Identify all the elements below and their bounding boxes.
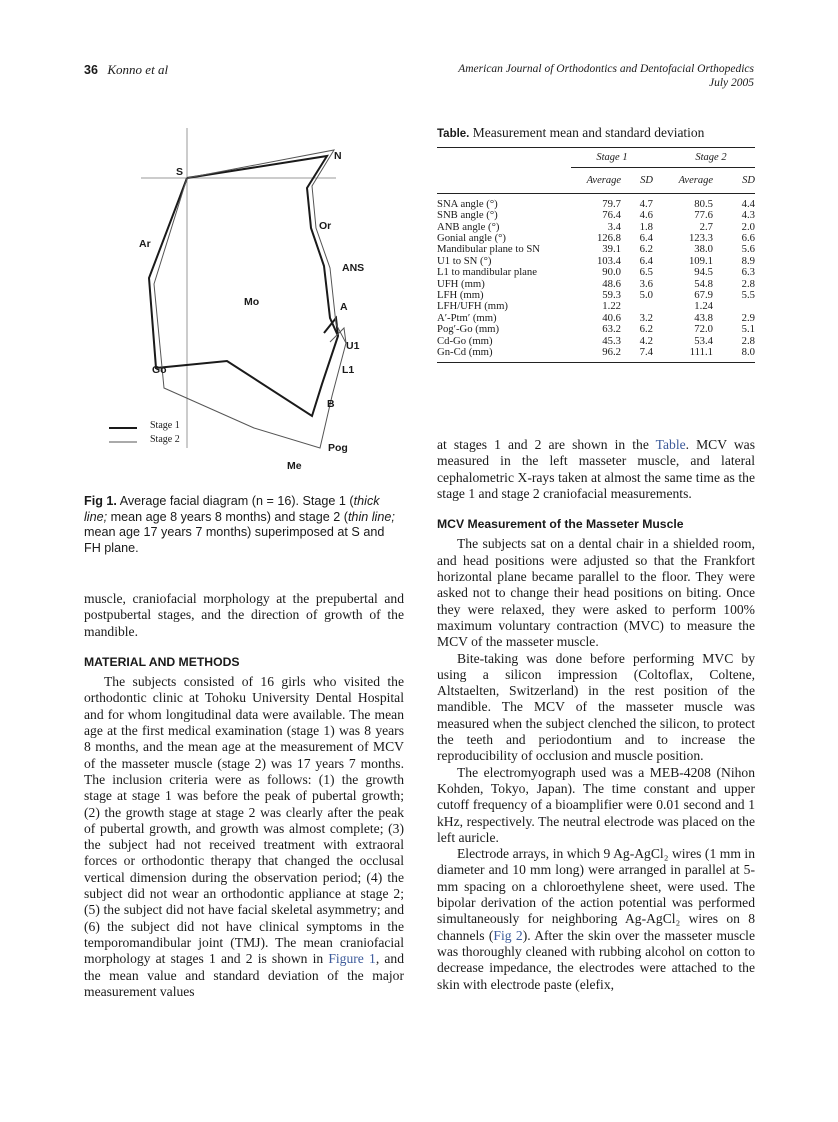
legend-stage2: Stage 2 xyxy=(150,434,180,445)
col-header: Average xyxy=(678,175,713,187)
cell-value: 3.6 xyxy=(639,277,653,290)
landmark-label-n: N xyxy=(334,150,342,162)
cell-value: 96.2 xyxy=(602,346,621,359)
cell-value: 1.22 xyxy=(602,300,621,313)
cell-value: 2.7 xyxy=(699,220,713,233)
left-text-column xyxy=(84,591,404,1000)
cell-value: 5.1 xyxy=(741,323,755,336)
cell-value: 2.8 xyxy=(741,277,755,290)
landmark-label-ar: Ar xyxy=(139,238,151,250)
row-label: UFH (mm) xyxy=(437,277,485,290)
cell-value: 4.4 xyxy=(741,197,755,210)
row-label: LFH/UFH (mm) xyxy=(437,300,508,313)
cell-value: 90.0 xyxy=(602,266,621,279)
row-label: ANB angle (°) xyxy=(437,220,500,233)
landmark-label-u1: U1 xyxy=(346,340,360,352)
journal-name: American Journal of Orthodontics and Dentofacial Orthopedics xyxy=(458,63,754,75)
cell-value: 8.9 xyxy=(741,254,755,267)
table-row xyxy=(437,267,755,278)
cell-value: 45.3 xyxy=(602,334,621,347)
group-header-stage2: Stage 2 xyxy=(653,148,755,168)
cell-value: 6.4 xyxy=(639,232,653,245)
landmark-label-mo: Mo xyxy=(244,296,260,308)
landmark-label-or: Or xyxy=(319,220,332,232)
row-label: A′-Ptm′ (mm) xyxy=(437,311,497,324)
landmark-label-s: S xyxy=(176,166,184,178)
cell-value: 4.7 xyxy=(639,197,653,210)
section-heading-mcv: MCV Measurement of the Masseter Muscle xyxy=(437,517,684,532)
stage1-outline xyxy=(149,156,338,416)
cell-value: 63.2 xyxy=(602,323,621,336)
figure-caption: Fig 1. Average facial diagram (n = 16). Stage 1 (thick line; mean age 8 years 8 months) and stage 2 (thin line; mean age 17 years 7 months) superimposed at S and FH plane. xyxy=(84,494,395,555)
cell-value: 109.1 xyxy=(688,254,713,267)
table-row xyxy=(437,347,755,362)
cell-value: 79.7 xyxy=(602,197,621,210)
running-header-left xyxy=(84,62,168,78)
cell-value: 80.5 xyxy=(694,197,713,210)
landmark-label-a: A xyxy=(340,301,348,313)
table-title: Table. Measurement mean and standard deviation xyxy=(437,125,705,140)
cell-value: 6.2 xyxy=(639,243,653,256)
fig2-link[interactable]: Fig 2 xyxy=(493,927,523,943)
row-label: Gonial angle (°) xyxy=(437,232,506,245)
cell-value: 4.6 xyxy=(639,209,653,222)
cell-value: 5.0 xyxy=(639,289,653,302)
paragraph: The subjects consisted of 16 girls who visited the orthodontic clinic at Tohoku University Dental Hospital and for whom longitudinal data were available. The mean age at the first medical examination (stage 1) was 8 years 8 months, and the mean age at the measurement of MCV of the masseter muscle (stage 2) was 17 years 7 months. The inclusion criteria were as follows: (1) the growth stage at stage 1 was before the peak of pubertal growth; (2) the growth stage at stage 2 was clearly after the peak of pubertal growth, and growth was almost complete; (3) the subject had not received treatment with extraoral forces or orthodontic therapy that changed the occlusal vertical dimension during the observation period; (4) the subject did not wear an orthodontic appliance at stage 2; (5) the subject did not have facial skeletal asymmetry; and (6) the subject did not have clinical symptoms in the temporomandibular joint (TMJ). The mean craniofacial morphology at stages 1 and 2 is shown in Figure 1, and the mean value and standard deviation of the major measurement values xyxy=(84,674,405,999)
landmark-label-l1: L1 xyxy=(342,364,355,376)
page-number: 36 xyxy=(84,63,98,77)
cell-value: 5.6 xyxy=(741,243,755,256)
cell-value: 3.2 xyxy=(639,311,653,324)
row-label: L1 to mandibular plane xyxy=(437,266,538,279)
landmark-label-b: B xyxy=(327,398,335,410)
cell-value: 123.3 xyxy=(688,232,713,245)
cell-value: 6.4 xyxy=(639,254,653,267)
paragraph: at stages 1 and 2 are shown in the Table. MCV was measured in the left masseter muscle, and lateral cephalometric X-rays taken at almost the same time as the stage 1 and stage 2 craniofacial measurements. xyxy=(437,437,756,501)
row-label: LFH (mm) xyxy=(437,289,484,302)
row-label: Gn-Cd (mm) xyxy=(437,346,493,359)
cell-value: 77.6 xyxy=(694,209,713,222)
row-label: Pog′-Go (mm) xyxy=(437,323,500,336)
paragraph: The subjects sat on a dental chair in a shielded room, and head positions were adjusted so that the Frankfort horizontal plane became parallel to the floor. They were asked not to change their head positions on biting. Once they were relaxed, they were asked to perform 100% maximum voluntary contraction (MVC) to measure the MCV of the masseter muscle. xyxy=(437,536,755,650)
cell-value: 6.2 xyxy=(639,323,653,336)
cell-value: 5.5 xyxy=(741,289,755,302)
cell-value: 8.0 xyxy=(741,346,755,359)
landmark-label-pog: Pog xyxy=(328,442,348,454)
measurement-table xyxy=(437,125,755,363)
table-row xyxy=(437,193,755,210)
cell-value: 38.0 xyxy=(694,243,713,256)
table-row xyxy=(437,324,755,335)
cell-value: 103.4 xyxy=(596,254,621,267)
cell-value: 126.8 xyxy=(596,232,621,245)
cell-value: 6.3 xyxy=(741,266,755,279)
cell-value: 59.3 xyxy=(602,289,621,302)
col-header: SD xyxy=(742,175,755,187)
row-label: SNB angle (°) xyxy=(437,209,498,222)
paragraph: Electrode arrays, in which 9 Ag-AgCl₂ wires (1 mm in diameter and 10 mm long) were arranged in parallel at 5-mm spacing on a chloroethylene sheet, were used. The bipolar derivation of the action potential was performed simultaneously for neighboring Ag-AgCl₂ wires on 8 channels (Fig 2). After the skin over the masseter muscle was thoroughly cleaned with rubbing alcohol on cotton to decrease impedance, the electrodes were attached to the skin with electrode paste (elefix, xyxy=(437,846,755,992)
cell-value: 40.6 xyxy=(602,311,621,324)
cell-value: 2.9 xyxy=(741,311,755,324)
paragraph: muscle, craniofacial morphology at the prepubertal and postpubertal stages, and the direction of growth of the mandible. xyxy=(84,591,404,639)
author-line: Konno et al xyxy=(107,62,169,77)
cell-value: 6.6 xyxy=(741,232,755,245)
cell-value: 72.0 xyxy=(694,323,713,336)
table-row xyxy=(437,210,755,221)
cell-value: 94.5 xyxy=(694,266,713,279)
col-header: SD xyxy=(640,175,653,187)
legend-stage1: Stage 1 xyxy=(150,420,180,431)
paragraph: The electromyograph used was a MEB-4208 (Nihon Kohden, Tokyo, Japan). The time constant and upper cutoff frequency of a bioamplifier were 0.01 second and 1 kHz, respectively. The neutral electrode was placed on the left auricle. xyxy=(437,764,755,845)
cell-value: 4.2 xyxy=(639,334,653,347)
row-label: U1 to SN (°) xyxy=(437,254,492,267)
facial-diagram-figure xyxy=(84,128,404,483)
cell-value: 53.4 xyxy=(694,334,713,347)
landmark-label-go: Go xyxy=(152,364,167,376)
cell-value: 2.8 xyxy=(741,334,755,347)
figure-link[interactable]: Figure 1 xyxy=(328,951,376,967)
cell-value: 111.1 xyxy=(689,346,713,359)
cell-value: 39.1 xyxy=(602,243,621,256)
landmark-label-ans: ANS xyxy=(342,262,365,274)
cell-value: 1.24 xyxy=(694,300,713,313)
paragraph: Bite-taking was done before performing MVC by using a silicon impression (Coltoflax, Coltene, Altstaelten, Switzerland) in the rest position of the mandible. The MCV of the masseter muscle was measured when the subject clenched the silicon, to protect the teeth and periodontium and to increase the reproducibility of occlusion and muscle position. xyxy=(437,650,755,764)
cell-value: 76.4 xyxy=(602,209,621,222)
running-header-right xyxy=(458,62,754,90)
row-label: SNA angle (°) xyxy=(437,197,498,210)
caption-label: Fig 1. xyxy=(84,494,117,508)
section-heading-methods: MATERIAL AND METHODS xyxy=(84,654,240,669)
cell-value: 4.3 xyxy=(741,209,755,222)
cell-value: 1.8 xyxy=(639,220,653,233)
cell-value: 48.6 xyxy=(602,277,621,290)
cell-value: 6.5 xyxy=(639,266,653,279)
cell-value: 54.8 xyxy=(694,277,713,290)
cell-value: 3.4 xyxy=(607,220,621,233)
col-header: Average xyxy=(586,175,621,187)
issue-date: July 2005 xyxy=(708,77,754,89)
group-header-stage1: Stage 1 xyxy=(571,148,653,168)
row-label: Cd-Go (mm) xyxy=(437,334,493,347)
cell-value: 67.9 xyxy=(694,289,713,302)
row-label: Mandibular plane to SN xyxy=(437,243,540,256)
landmark-label-me: Me xyxy=(287,460,302,472)
cell-value: 43.8 xyxy=(694,311,713,324)
cell-value: 7.4 xyxy=(639,346,653,359)
cell-value: 2.0 xyxy=(741,220,755,233)
table-link[interactable]: Table xyxy=(655,437,686,452)
right-text-column xyxy=(437,437,755,993)
